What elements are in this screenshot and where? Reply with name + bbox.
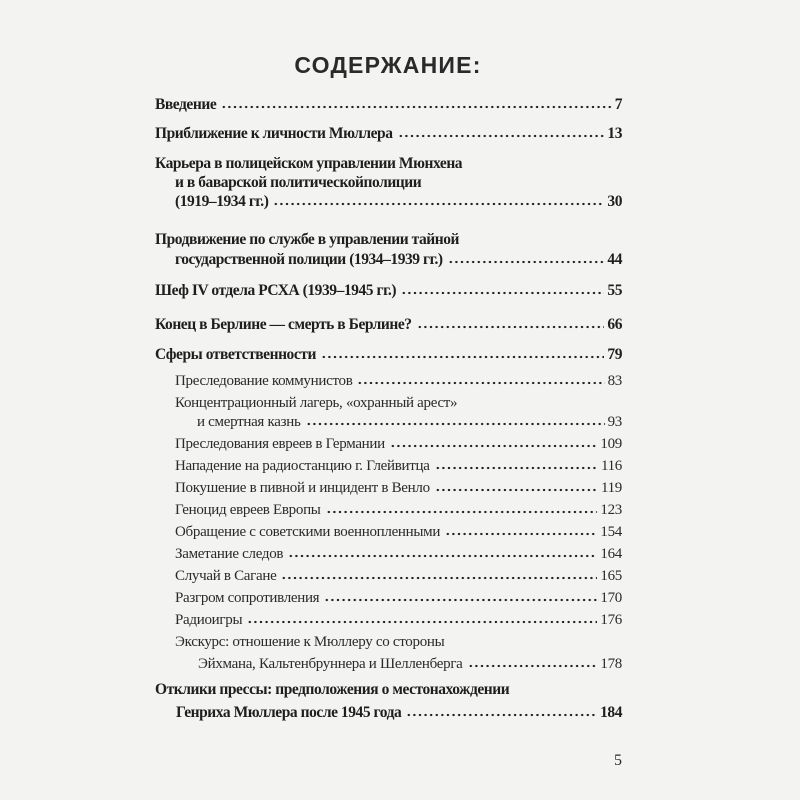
entry-page: 66 [607,316,622,333]
toc-entry-line[interactable] [155,681,622,701]
entry-page: 44 [607,251,622,268]
entry-title: Отклики прессы: предположения о местонахождении [155,681,510,698]
entry-title: Конец в Берлине — смерть в Берлине? [155,316,412,333]
entry-title: Геноцид евреев Европы [175,502,321,518]
entry-page: 176 [600,612,622,628]
entry-page: 30 [607,193,622,210]
toc-subentry[interactable] [175,480,622,500]
entry-title: Случай в Сагане [175,568,277,584]
toc-subentry[interactable] [175,524,622,544]
toc-subentry[interactable] [175,458,622,478]
toc-subentry[interactable] [175,546,622,566]
entry-title: Заметание следов [175,546,284,562]
entry-page: 83 [607,373,622,389]
dot-leader [273,202,604,206]
dot-leader [401,291,604,295]
toc-entry[interactable] [175,251,622,271]
toc-subentry[interactable] [175,612,622,632]
entry-title: и смертная казнь [197,414,301,430]
entry-title: Сферы ответственности [155,346,316,363]
toc-subentry[interactable] [198,656,622,676]
toc-subentry[interactable] [175,568,622,588]
entry-title: и в баварской политическойполиции [175,174,422,191]
dot-leader [445,532,597,536]
entry-title: Преследования евреев в Германии [175,436,385,452]
dot-leader [435,488,598,492]
dot-leader [326,510,598,514]
dot-leader [281,576,597,580]
dot-leader [417,325,605,329]
entry-title: Преследование коммунистов [175,373,353,389]
toc-subentry-line[interactable] [175,634,622,654]
dot-leader [221,105,611,109]
toc-entry[interactable] [175,193,622,213]
entry-page: 55 [607,282,622,299]
toc-entry[interactable] [155,96,622,116]
entry-page: 119 [600,480,622,496]
entry-page: 93 [607,414,622,430]
dot-leader [324,598,597,602]
entry-page: 13 [607,125,622,142]
toc-entry[interactable] [155,316,622,336]
toc-entry[interactable] [155,125,622,145]
entry-title: Экскурс: отношение к Мюллеру со стороны [175,634,445,650]
entry-title: Радиоигры [175,612,243,628]
entry-title: Шеф IV отдела РСХА (1939–1945 гг.) [155,282,397,299]
dot-leader [357,381,604,385]
toc-title: СОДЕРЖАНИЕ: [294,52,482,78]
toc-subentry[interactable] [197,414,622,434]
entry-page: 109 [600,436,622,452]
toc-entry-line[interactable] [175,174,622,194]
dot-leader [468,664,598,668]
entry-title: Генриха Мюллера после 1945 года [176,704,402,721]
toc-entry-line[interactable] [155,155,622,175]
toc-subentry[interactable] [175,436,622,456]
dot-leader [398,134,605,138]
entry-title: Введение [155,96,217,113]
entry-page: 165 [600,568,622,584]
dot-leader [448,260,605,264]
toc-subentry[interactable] [175,373,622,393]
entry-page: 79 [607,346,622,363]
dot-leader [435,466,598,470]
toc-entry[interactable] [155,346,622,366]
entry-title: Эйхмана, Кальтенбруннера и Шелленберга [198,656,463,672]
entry-title: государственной полиции (1934–1939 гг.) [175,251,443,268]
dot-leader [247,620,597,624]
entry-page: 154 [600,524,622,540]
dot-leader [321,355,604,359]
dot-leader [406,713,597,717]
entry-page: 184 [600,704,622,721]
entry-page: 164 [600,546,622,562]
dot-leader [288,554,597,558]
entry-page: 123 [600,502,622,518]
entry-title: Продвижение по службе в управлении тайной [155,231,460,248]
entry-page: 170 [600,590,622,606]
toc-entry[interactable] [155,282,622,302]
toc-subentry[interactable] [175,590,622,610]
entry-title: Карьера в полицейском управлении Мюнхена [155,155,463,172]
entry-title: Покушение в пивной и инцидент в Венло [175,480,430,496]
entry-page: 178 [600,656,622,672]
entry-title: Обращение с советскими военнопленными [175,524,441,540]
page-number: 5 [614,752,622,769]
entry-title: (1919–1934 гг.) [175,193,269,210]
toc-entry-line[interactable] [155,231,622,251]
toc-entry[interactable] [176,704,622,724]
entry-title: Приближение к личности Мюллера [155,125,393,142]
entry-title: Нападение на радиостанцию г. Глейвитца [175,458,430,474]
entry-title: Разгром сопротивления [175,590,320,606]
toc-subentry[interactable] [175,502,622,522]
dot-leader [390,444,598,448]
entry-page: 7 [614,96,622,113]
entry-title: Концентрационный лагерь, «охранный арест» [175,395,458,411]
dot-leader [306,422,605,426]
toc-subentry-line[interactable] [175,395,622,415]
entry-page: 116 [600,458,622,474]
